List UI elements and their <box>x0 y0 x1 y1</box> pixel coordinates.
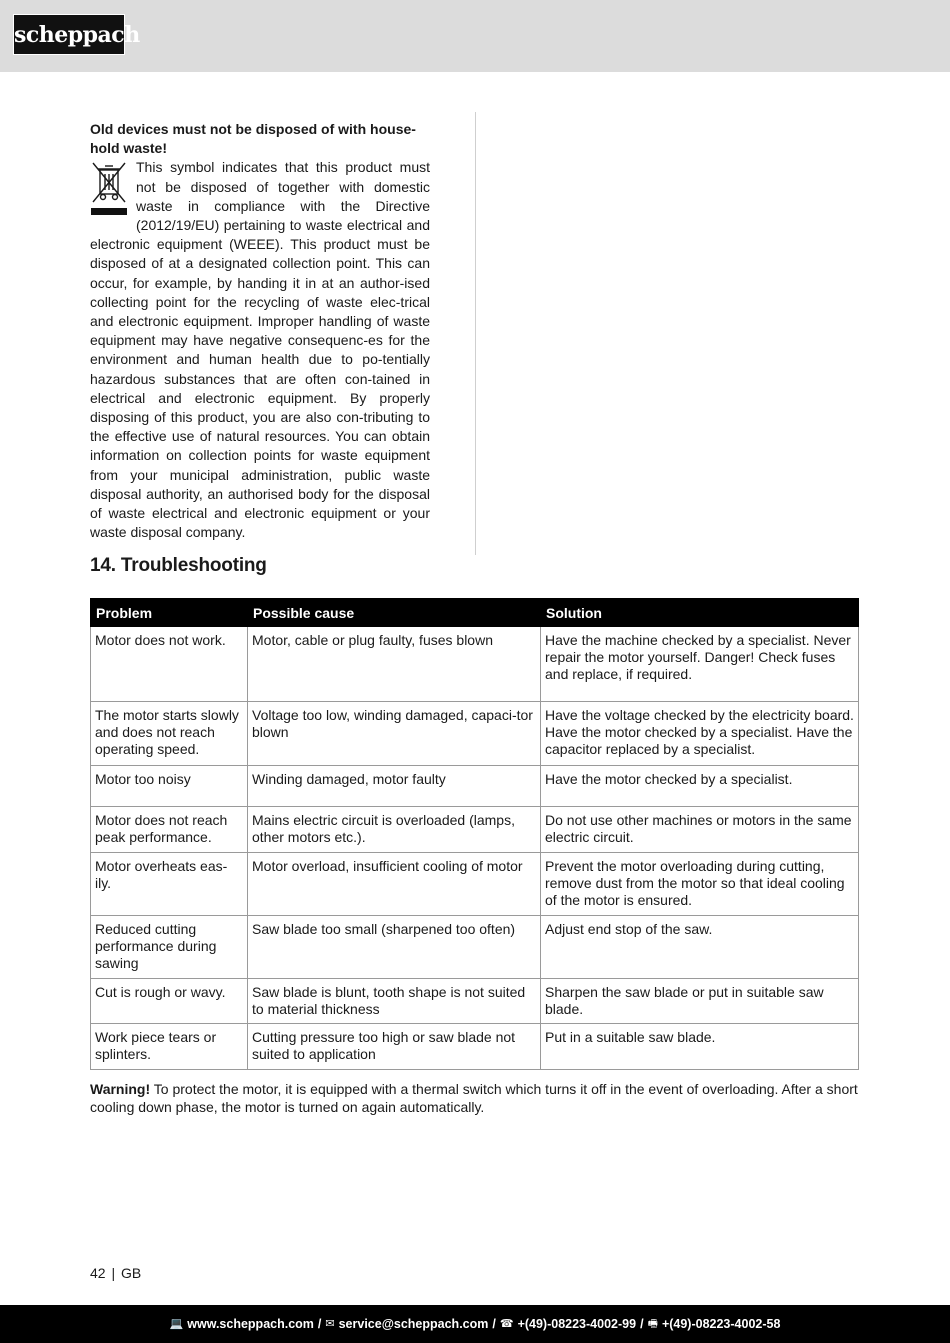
warning-text: To protect the motor, it is equipped with a thermal switch which turns it off in the event of overloading. After a short cooling down phase, the motor is turned on again automatically. <box>90 1081 858 1115</box>
footer-fax: +(49)-08223-4002-58 <box>661 1317 781 1331</box>
footer-email-link[interactable]: service@scheppach.com <box>338 1317 489 1331</box>
cause-cell: Saw blade is blunt, tooth shape is not suited to material thickness <box>248 979 541 1024</box>
footer-separator: / <box>640 1317 644 1331</box>
cause-cell: Mains electric circuit is overloaded (lamps, other motors etc.). <box>248 807 541 853</box>
table-row <box>91 853 859 916</box>
page-header <box>0 0 950 72</box>
problem-cell: Cut is rough or wavy. <box>91 979 248 1024</box>
disposal-heading: Old devices must not be disposed of with house-hold waste! <box>90 121 416 157</box>
solution-cell: Put in a suitable saw blade. <box>541 1024 859 1070</box>
telephone-icon: ☎ <box>499 1317 514 1330</box>
page-number <box>90 1265 141 1281</box>
warning-label: Warning! <box>90 1081 151 1097</box>
solution-cell: Have the machine checked by a specialist. Never repair the motor yourself. Danger! Check fuses and replace, if required. <box>541 627 859 702</box>
solution-cell: Sharpen the saw blade or put in suitable saw blade. <box>541 979 859 1024</box>
envelope-icon: ✉ <box>325 1317 335 1330</box>
troubleshooting-table <box>90 598 859 1070</box>
footer-website-link[interactable]: www.scheppach.com <box>187 1317 314 1331</box>
crossed-out-wheelie-bin-icon <box>90 160 128 218</box>
cause-cell: Saw blade too small (sharpened too often) <box>248 916 541 979</box>
solution-cell: Prevent the motor overloading during cutting, remove dust from the motor so that ideal cooling of the motor is ensured. <box>541 853 859 916</box>
cause-cell: Cutting pressure too high or saw blade not suited to application <box>248 1024 541 1070</box>
table-row <box>91 702 859 766</box>
problem-cell: Motor too noisy <box>91 766 248 807</box>
table-row <box>91 1024 859 1070</box>
computer-icon: 💻 <box>169 1317 184 1330</box>
problem-cell: Motor does not reach peak performance. <box>91 807 248 853</box>
disposal-section <box>90 120 430 542</box>
page-footer <box>0 1305 950 1343</box>
footer-separator: / <box>317 1317 322 1331</box>
footer-phone: +(49)-08223-4002-99 <box>517 1317 637 1331</box>
table-row <box>91 627 859 702</box>
column-divider <box>475 112 476 555</box>
column-header-cause: Possible cause <box>248 599 541 627</box>
table-row <box>91 916 859 979</box>
solution-cell: Have the motor checked by a specialist. <box>541 766 859 807</box>
section-title: 14. Troubleshooting <box>90 555 267 576</box>
warning-note <box>90 1081 860 1116</box>
table-row <box>91 979 859 1024</box>
cause-cell: Motor, cable or plug faulty, fuses blown <box>248 627 541 702</box>
problem-cell: Work piece tears or splinters. <box>91 1024 248 1070</box>
cause-cell: Voltage too low, winding damaged, capaci-tor blown <box>248 702 541 766</box>
solution-cell: Adjust end stop of the saw. <box>541 916 859 979</box>
column-header-problem: Problem <box>91 599 248 627</box>
footer-separator: / <box>492 1317 496 1331</box>
problem-cell: Reduced cutting performance during sawing <box>91 916 248 979</box>
solution-cell: Do not use other machines or motors in the same electric circuit. <box>541 807 859 853</box>
problem-cell: The motor starts slowly and does not reach operating speed. <box>91 702 248 766</box>
fax-icon: 🖷 <box>647 1317 658 1330</box>
disposal-body: This symbol indicates that this product must not be disposed of together with domestic waste in compliance with the Directive (2012/19/EU) pertaining to waste electrical and electronic equipment (WEEE). This product must be disposed of at a designated collection point. This can occur, for example, by handing it in at an author-ised collecting point for the recycling of waste elec-trical and electronic equipment. Improper handling of waste equipment may have negative consequenc-es for the environment and human health due to po-tentially hazardous substances that are often con-tained in electrical and electronic equipment. By properly disposing of this product, you are also con-tributing to the effective use of natural resources. You can obtain information on collection points for waste equipment from your municipal administration, public waste disposal authority, an authorised body for the disposal of waste electrical and electronic equipment or your waste disposal company. <box>90 159 430 541</box>
table-row <box>91 766 859 807</box>
table-row <box>91 807 859 853</box>
brand-logo: scheppach <box>13 14 125 55</box>
cause-cell: Motor overload, insufficient cooling of motor <box>248 853 541 916</box>
problem-cell: Motor does not work. <box>91 627 248 702</box>
page-number-value: 42 <box>90 1265 106 1281</box>
solution-cell: Have the voltage checked by the electricity board. Have the motor checked by a specialist. Have the capacitor replaced by a specialist. <box>541 702 859 766</box>
table-header-row <box>91 599 859 627</box>
page-language: GB <box>121 1265 142 1281</box>
page-number-separator: | <box>111 1265 116 1281</box>
column-header-solution: Solution <box>541 599 859 627</box>
cause-cell: Winding damaged, motor faulty <box>248 766 541 807</box>
problem-cell: Motor overheats eas-ily. <box>91 853 248 916</box>
